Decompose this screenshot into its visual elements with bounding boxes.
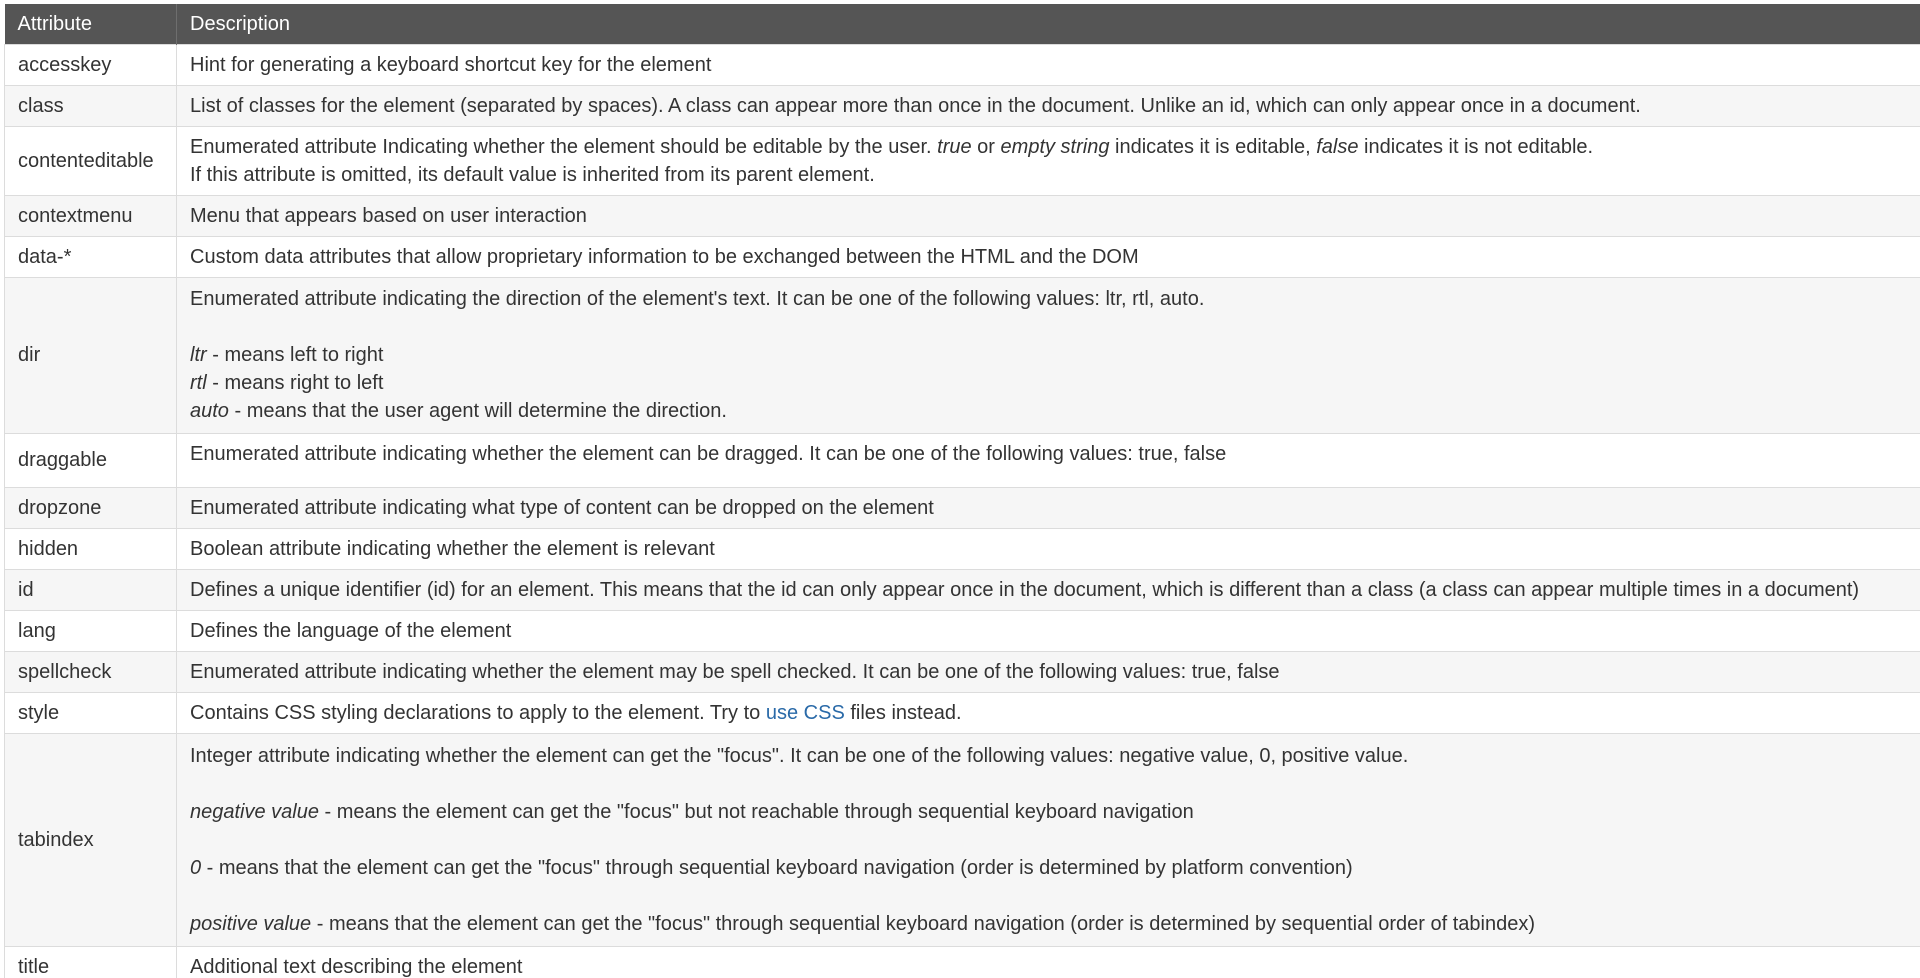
attribute-name: contextmenu [5, 195, 177, 236]
value-term: negative value [190, 800, 319, 823]
description-text: indicates it is editable, [1109, 135, 1317, 158]
description-text: - means that the element can get the "focus" through sequential keyboard navigation (order is determined by sequential order of tabindex) [311, 912, 1536, 935]
table-row-contenteditable [5, 126, 1920, 195]
use-css-link[interactable]: use CSS [765, 701, 845, 724]
attribute-description: Defines the language of the element [177, 610, 1920, 651]
spacer [190, 770, 1920, 798]
attribute-name: id [5, 569, 177, 610]
spacer [190, 313, 1920, 341]
description-text: - means left to right [206, 344, 384, 366]
spacer [190, 882, 1920, 910]
attribute-description: Defines a unique identifier (id) for an element. This means that the id can only appear once in the document, which is different than a class (a class can appear multiple times in a document) [177, 569, 1920, 610]
value-line-positive [190, 910, 1920, 938]
attribute-description: Menu that appears based on user interaction [177, 195, 1920, 236]
attribute-description: Enumerated attribute indicating whether the element can be dragged. It can be one of the following values: true, false [177, 433, 1920, 487]
table-row-id [5, 569, 1920, 610]
value-line-negative [190, 798, 1920, 826]
description-line: Integer attribute indicating whether the element can get the "focus". It can be one of the following values: negative value, 0, positive value. [190, 744, 1409, 767]
value-term: positive value [190, 912, 312, 935]
attribute-description: Additional text describing the element [177, 946, 1920, 978]
attribute-name: accesskey [5, 44, 177, 85]
table-row-tabindex [5, 733, 1920, 946]
description-text: - means that the element can get the "focus" through sequential keyboard navigation (order is determined by platform convention) [201, 856, 1353, 879]
column-header-attribute: Attribute [5, 4, 177, 44]
table-row-style [5, 692, 1920, 733]
value-term: empty string [1000, 135, 1110, 158]
attribute-description: List of classes for the element (separated by spaces). A class can appear more than once in the document. Unlike an id, which can only appear once in a document. [177, 85, 1920, 126]
attribute-name: draggable [5, 433, 177, 487]
attribute-description [177, 126, 1920, 195]
table-row-contextmenu [5, 195, 1920, 236]
attribute-description: Custom data attributes that allow proprietary information to be exchanged between the HTML and the DOM [177, 236, 1920, 277]
attribute-description [177, 692, 1920, 733]
value-term: ltr [190, 344, 207, 366]
table-row-spellcheck [5, 651, 1920, 692]
table-row-accesskey [5, 44, 1920, 85]
value-line-zero [190, 854, 1920, 882]
value-term: false [1316, 135, 1359, 158]
value-line-ltr [190, 341, 1920, 369]
attribute-description [177, 277, 1920, 433]
description-line: Enumerated attribute indicating the direction of the element's text. It can be one of the following values: ltr, rtl, auto. [190, 288, 1205, 310]
attribute-name: spellcheck [5, 651, 177, 692]
table-row-lang [5, 610, 1920, 651]
attribute-description: Enumerated attribute indicating whether the element may be spell checked. It can be one of the following values: true, false [177, 651, 1920, 692]
description-text: - means that the user agent will determine the direction. [228, 400, 727, 422]
table-header-row [5, 4, 1920, 44]
value-term: auto [190, 400, 229, 422]
attribute-name: hidden [5, 528, 177, 569]
attribute-name: dir [5, 277, 177, 433]
table-row-class [5, 85, 1920, 126]
attribute-name: dropzone [5, 487, 177, 528]
description-line [190, 133, 1920, 161]
description-line: If this attribute is omitted, its default value is inherited from its parent element. [190, 163, 875, 186]
table-row-hidden [5, 528, 1920, 569]
description-text: Contains CSS styling declarations to apply to the element. Try to [190, 701, 766, 724]
value-term: 0 [190, 856, 202, 879]
attribute-name: contenteditable [5, 126, 177, 195]
table-row-dropzone [5, 487, 1920, 528]
table-row-draggable [5, 433, 1920, 487]
attribute-description: Boolean attribute indicating whether the element is relevant [177, 528, 1920, 569]
attribute-name: data-* [5, 236, 177, 277]
description-text: Enumerated attribute Indicating whether the element should be editable by the user. [190, 135, 938, 158]
attribute-name: class [5, 85, 177, 126]
attribute-description: Hint for generating a keyboard shortcut key for the element [177, 44, 1920, 85]
description-text: - means right to left [206, 372, 384, 394]
attribute-description [177, 733, 1920, 946]
description-text: - means the element can get the "focus" but not reachable through sequential keyboard navigation [318, 800, 1194, 823]
value-line-auto [190, 397, 1920, 425]
attribute-name: tabindex [5, 733, 177, 946]
value-term: true [937, 135, 972, 158]
value-line-rtl [190, 369, 1920, 397]
attribute-name: title [5, 946, 177, 978]
description-text: indicates it is not editable. [1358, 135, 1594, 158]
attribute-name: lang [5, 610, 177, 651]
description-text: files instead. [844, 701, 962, 724]
attribute-name: style [5, 692, 177, 733]
attributes-table [4, 4, 1920, 978]
column-header-description: Description [177, 4, 1920, 44]
value-term: rtl [190, 372, 207, 394]
spacer [190, 826, 1920, 854]
table-row-title [5, 946, 1920, 978]
description-text: or [971, 135, 1001, 158]
table-row-data [5, 236, 1920, 277]
attribute-description: Enumerated attribute indicating what type of content can be dropped on the element [177, 487, 1920, 528]
table-row-dir [5, 277, 1920, 433]
